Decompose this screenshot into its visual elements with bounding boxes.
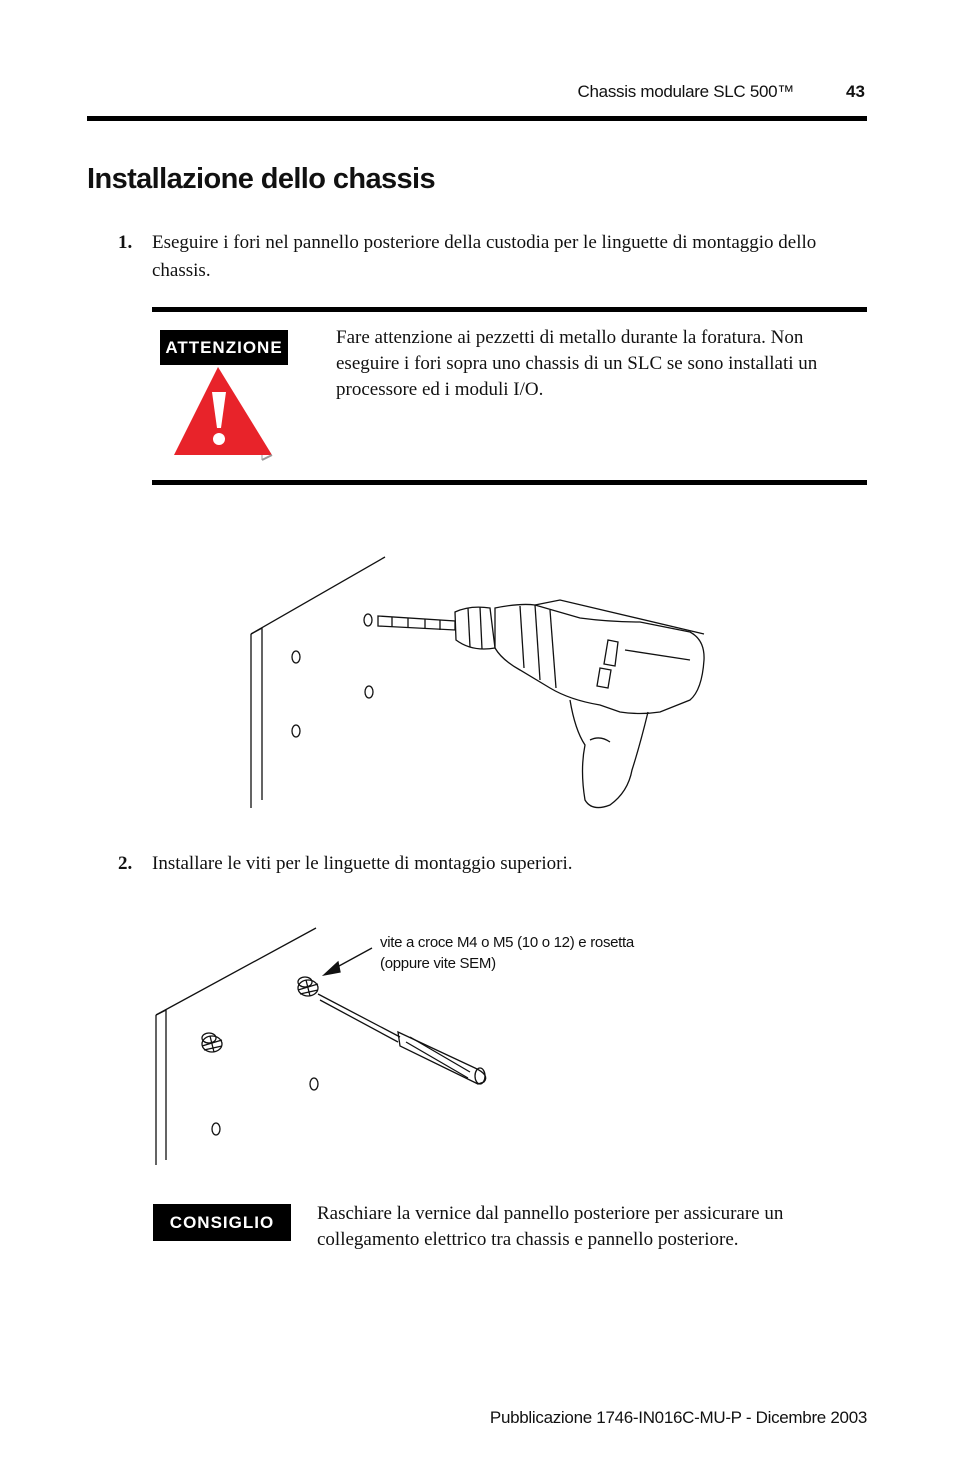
step-2-text: Installare le viti per le linguette di montaggio superiori. [152, 853, 573, 874]
tip-badge: CONSIGLIO [153, 1204, 291, 1241]
tip-text: Raschiare la vernice dal pannello posteriore per assicurare un collegamento elettrico tra chassis e pannello posteriore. [317, 1203, 784, 1250]
screw-top [298, 977, 318, 996]
caption-line-1: vite a croce M4 o M5 (10 o 12) e rosetta [380, 934, 634, 951]
screwdriver [318, 994, 486, 1084]
step-1-text: Eseguire i fori nel pannello posteriore della custodia per le linguette di montaggio dello chassis. [152, 232, 817, 281]
step-2-number: 2. [118, 853, 133, 874]
attention-badge: ATTENZIONE [160, 330, 288, 365]
hole [310, 1078, 318, 1090]
attention-text: Fare attenzione ai pezzetti di metallo durante la foratura. Non eseguire i fori sopra uno chassis di un SLC se sono installati un processore ed i moduli I/O. [336, 327, 818, 400]
running-header-title: Chassis modulare SLC 500™ [577, 82, 794, 101]
publication-footer: Pubblicazione 1746-IN016C-MU-P - Dicembre 2003 [489, 1408, 867, 1427]
hole [212, 1123, 220, 1135]
step-1-number: 1. [118, 232, 133, 253]
screw-left [202, 1033, 222, 1052]
leader-arrowhead [324, 962, 340, 975]
caption-line-2: (oppure vite SEM) [380, 955, 496, 972]
page-number: 43 [846, 82, 865, 101]
panel-top-edge [156, 928, 316, 1015]
section-title: Installazione dello chassis [87, 163, 436, 195]
